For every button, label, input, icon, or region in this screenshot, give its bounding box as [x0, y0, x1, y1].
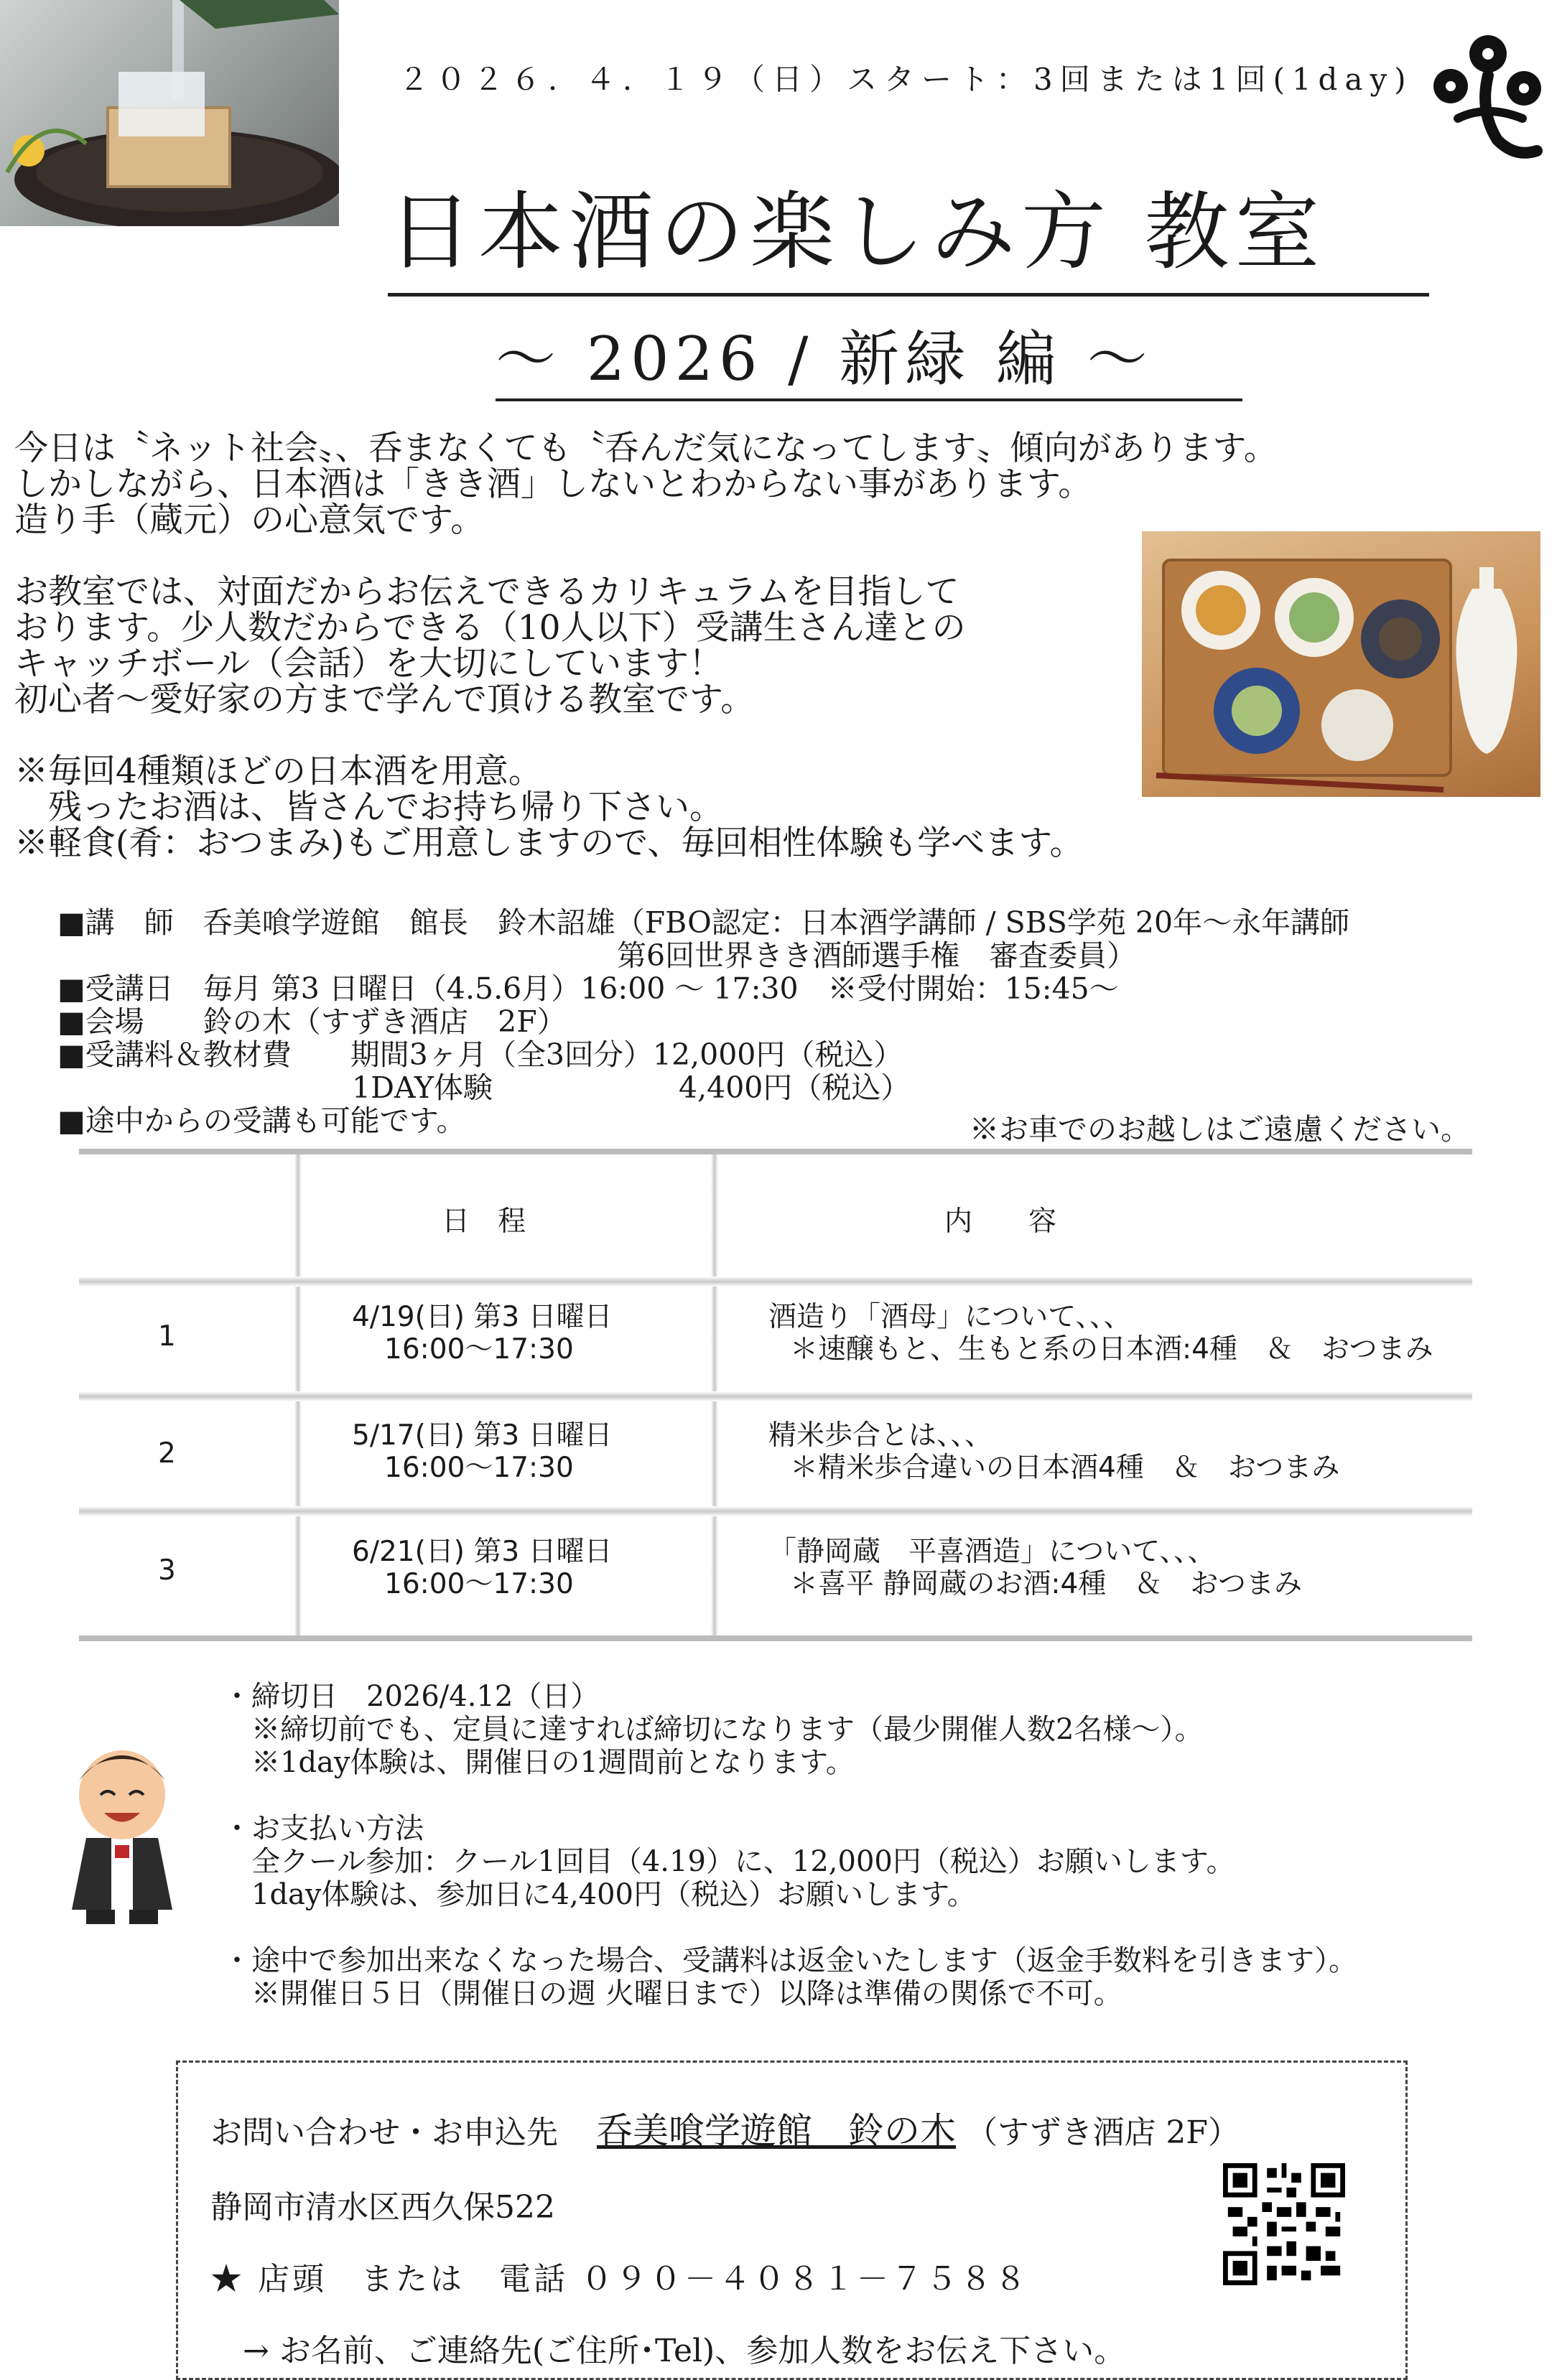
info-instructor: ■講 師 呑美喰学遊館 館長 鈴木詔雄（FBO認定：日本酒学講師 / SBS学苑 20年～永年講師	[57, 905, 1350, 940]
row-content-detail: ＊喜平 静岡蔵のお酒:4種 ＆ おつまみ	[790, 1568, 1302, 1600]
contact-address: 静岡市清水区西久保522	[210, 2189, 555, 2226]
schedule-table	[79, 1149, 1472, 1641]
note-line: 全クール参加：クール1回目（4.19）に、12,000円（税込）お願いします。	[223, 1845, 1235, 1878]
intro-line: 残ったお酒は、皆さんでお持ち帰り下さい。	[14, 788, 723, 827]
page-subtitle: ～ 2026 / 新緑 編 ～	[496, 323, 1242, 401]
table-divider	[79, 1391, 1472, 1401]
intro-line: しかしながら、日本酒は「きき酒」しないとわからない事があります。	[14, 465, 1092, 504]
row-time: 16:00～17:30	[384, 1568, 574, 1600]
header-content: 内 容	[944, 1205, 1057, 1238]
note-line: ・途中で参加出来なくなった場合、受講料は返金いたします（返金手数料を引きます）。	[223, 1944, 1357, 1977]
note-line: ・締切日 2026/4.12（日）	[223, 1680, 600, 1713]
row-date: 4/19(日) 第3 日曜日	[352, 1301, 613, 1333]
intro-line: ※毎回4種類ほどの日本酒を用意。	[14, 752, 542, 791]
intro-line: お教室では、対面だからお伝えできるカリキュラムを目指して	[14, 572, 959, 612]
row-content: 精米歩合とは、、、	[768, 1419, 993, 1452]
info-instructor-2: 第6回世界きき酒師選手権 審査委員）	[57, 938, 1137, 973]
contact-label	[210, 2102, 1240, 2154]
row-time: 16:00～17:30	[384, 1452, 574, 1484]
intro-line: おります。少人数だからできる（10人以下）受講生さん達との	[14, 608, 966, 648]
header-date: 日 程	[442, 1205, 526, 1238]
info-fee: ■受講料＆教材費 期間3ヶ月（全3回分）12,000円（税込）	[57, 1037, 903, 1072]
note-line: 1day体験は、参加日に4,400円（税込）お願いします。	[223, 1878, 976, 1911]
contact-label-text: お問い合わせ・お申込先	[210, 2114, 558, 2151]
table-divider	[79, 1506, 1472, 1516]
car-note: ※お車でのお越しはご遠慮ください。	[970, 1112, 1470, 1147]
contact-venue-sub: （すずき酒店 2F）	[966, 2114, 1240, 2151]
sake-masu-photo	[0, 0, 339, 226]
row-number: 2	[158, 1437, 176, 1470]
contact-box	[176, 2061, 1408, 2380]
date-line: ２０２６．４．１９（日）スタート：3回または1回(1day)	[399, 62, 1413, 97]
mascot-illustration	[57, 1737, 187, 1928]
note-line	[223, 1911, 1558, 1944]
brand-logo	[1429, 32, 1548, 162]
page-title: 日本酒の楽しみ方 教室	[388, 179, 1429, 297]
note-line: ※締切前でも、定員に達すれば締切になります（最少開催人数2名様～）。	[223, 1713, 1204, 1746]
row-time: 16:00～17:30	[384, 1333, 574, 1366]
intro-line: 造り手（蔵元）の心意気です。	[14, 500, 485, 540]
course-info	[57, 906, 1551, 1137]
table-divider	[79, 1277, 1472, 1287]
row-content-detail: ＊精米歩合違いの日本酒4種 ＆ おつまみ	[790, 1452, 1340, 1484]
info-fee-1day: 1DAY体験 4,400円（税込）	[57, 1070, 911, 1105]
contact-instruction: → お名前、ご連絡先(ご住所･Tel)、参加人数をお伝え下さい。	[243, 2333, 1126, 2369]
contact-phone: ★ 店頭 または 電話 ０９０－４０８１－７５８８	[210, 2261, 1029, 2297]
row-content: 酒造り「酒母」について、、、	[768, 1301, 1132, 1333]
info-venue: ■会場 鈴の木（すずき酒店 2F）	[57, 1004, 567, 1039]
note-line: ※開催日５日（開催日の週 火曜日まで）以降は準備の関係で不可。	[223, 1977, 1122, 2010]
note-line: ・お支払い方法	[223, 1812, 424, 1845]
intro-line: 初心者～愛好家の方まで学んで頂ける教室です。	[14, 680, 755, 719]
info-date: ■受講日 毎月 第3 日曜日（4.5.6月）16:00 ～ 17:30 ※受付開始：15:45～	[57, 971, 1119, 1006]
notes	[223, 1680, 1558, 2010]
row-content: 「静岡蔵 平喜酒造」について、、、	[768, 1536, 1216, 1568]
row-number: 3	[158, 1554, 176, 1587]
row-number: 1	[158, 1320, 176, 1353]
row-content-detail: ＊速醸もと、生もと系の日本酒:4種 ＆ おつまみ	[790, 1333, 1433, 1366]
food-photo	[1142, 531, 1540, 797]
row-date: 6/21(日) 第3 日曜日	[352, 1536, 613, 1568]
qr-code	[1223, 2163, 1345, 2285]
intro-line: キャッチボール（会話）を大切にしています！	[14, 644, 723, 683]
intro-line: 今日は〝ネット社会〟、呑まなくても〝呑んだ気になってします〟傾向があります。	[14, 429, 1278, 468]
row-date: 5/17(日) 第3 日曜日	[352, 1419, 613, 1452]
intro-line: ※軽食(肴：おつまみ)もご用意しますので、毎回相性体験も学べます。	[14, 823, 1084, 863]
note-line	[223, 1779, 1558, 1812]
info-midway: ■途中からの受講も可能です。	[57, 1103, 466, 1138]
contact-venue: 呑美喰学遊館 鈴の木	[597, 2110, 956, 2152]
note-line: ※1day体験は、開催日の1週間前となります。	[223, 1746, 855, 1779]
